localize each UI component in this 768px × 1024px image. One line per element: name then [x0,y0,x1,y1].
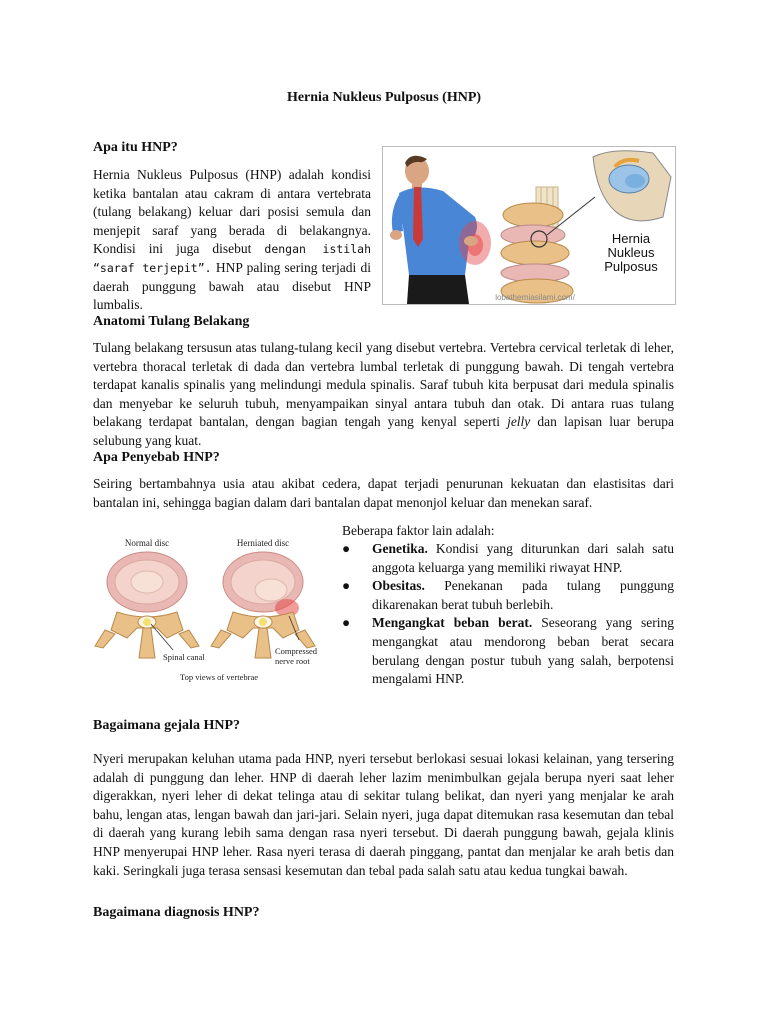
bullet-icon: ● [342,615,351,631]
italic-jelly: jelly [507,414,531,430]
factors-list [342,540,674,689]
spine-illustration [501,151,671,303]
heading-gejala: Bagaimana gejala HNP? [93,718,240,733]
figure-label-line2: Nukleus [607,245,655,260]
heading-anatomi: Anatomi Tulang Belakang [93,314,250,329]
heading-diagnosis: Bagaimana diagnosis HNP? [93,905,260,920]
herniated-disc-label: Herniated disc [236,538,290,548]
disc-top-views-illustration [93,530,333,694]
normal-disc-label: Normal disc [124,538,170,548]
paragraph-apa-itu-hnp [93,166,371,315]
heading-penyebab: Apa Penyebab HNP? [93,450,220,465]
man-figure [390,156,491,304]
list-item [342,577,674,614]
normal-disc [95,552,199,658]
figure-hernia-illustration [382,146,676,305]
figure-watermark: lobatherniasilami.com/ [495,293,575,302]
factors-intro: Beberapa faktor lain adalah: [342,523,495,538]
paragraph-text: Tulang belakang tersusun atas tulang-tulang kecil yang disebut vertebra. Vertebra cervical terletak di leher, vertebra thoracal terletak di dada dan vertebra lumbal terletak di punggung bawah. Di tengah vertebra terdapat kanalis spinalis yang melindungi medula spinalis. Saraf tubuh kita berpusat dari medula spinalis dan menyebar ke seluruh tubuh, menyampaikan sinyal antara tubuh dan otak. Di antara ruas tulang belakang terdapat bantalan, dengan bagian tengah yang kenyal seperti [93,340,674,430]
spinal-canal-label: Spinal canal [163,652,205,662]
list-item [342,540,674,577]
figure-disc-top-views [93,530,333,694]
paragraph-mono-text: dengan istilah “saraf terjepit”. [93,242,371,275]
heading-apa-itu-hnp: Apa itu HNP? [93,140,178,155]
figure-label-line1: Hernia [611,231,651,246]
figure-caption: Top views of vertebrae [180,672,258,682]
factor-title: Mengangkat beban berat. [372,615,533,631]
bullet-icon: ● [342,578,351,594]
paragraph-penyebab: Seiring bertambahnya usia atau akibat cedera, dapat terjadi penurunan kekuatan dan elastisitas dari bantalan ini, sehingga bagian dalam dari bantalan dapat menonjol keluar dan menekan saraf. [93,476,674,510]
paragraph-text: Hernia Nukleus Pulposus (HNP) adalah kondisi ketika bantalan atau cakram di antara vertebrata (tulang belakang) keluar dari posisi semula dan menjepit saraf yang berada di belakangnya. Kondisi ini juga disebut [93,167,371,257]
compressed-label-line2: nerve root [275,656,310,666]
hernia-illustration [383,147,675,304]
factor-text: Kondisi yang diturunkan dari salah satu anggota keluarga yang memiliki riwayat HNP. [372,541,674,575]
factor-title: Obesitas. [372,578,425,594]
bullet-icon: ● [342,541,351,556]
figure-label-line3: Pulposus [604,259,658,274]
paragraph-text-end: HNP paling sering terjadi di daerah punggung bawah atau disebut HNP lumbalis. [93,259,372,313]
factor-text: Penekanan pada tulang punggung dikarenakan berat tubuh berlebih. [372,578,674,612]
page-title: Hernia Nukleus Pulposus (HNP) [286,90,482,105]
factor-title: Genetika. [372,541,428,556]
factor-text: Seseorang yang sering mengangkat atau mendorong beban berat secara berulang dengan postur tubuh yang salah, berpotensi mengalami HNP. [372,615,675,687]
herniated-disc [211,552,315,658]
paragraph-anatomi [93,339,674,451]
list-item [342,614,674,688]
paragraph-gejala: Nyeri merupakan keluhan utama pada HNP, nyeri tersebut berlokasi sesuai lokasi kelainan, yang tersering adalah di punggung dan leher. HNP di daerah leher lazim menimbulkan gejala berupa nyeri saat leher digerakkan, nyeri leher di dekat telinga atau di sekitar tulang belikat, dan nyeri yang menjalar ke arah bahu, lengan atas, lengan bawah dan jari-jari. Selain nyeri, juga dapat ditemukan rasa kesemutan dan tebal di daerah yang kurang lebih sama dengan rasa nyeri tersebut. Di daerah punggung bawah, gejala klinis HNP menyerupai HNP leher. Rasa nyeri terasa di daerah pinggang, pantat dan menjalar ke arah betis dan kaki. Seringkali juga terasa sensasi kesemutan dan tebal pada salah satu atau kedua tungkai bawah. [93,751,674,878]
compressed-label-line1: Compressed [275,646,318,656]
paragraph-text-end: dan lapisan luar berupa selubung yang kuat. [93,414,675,448]
